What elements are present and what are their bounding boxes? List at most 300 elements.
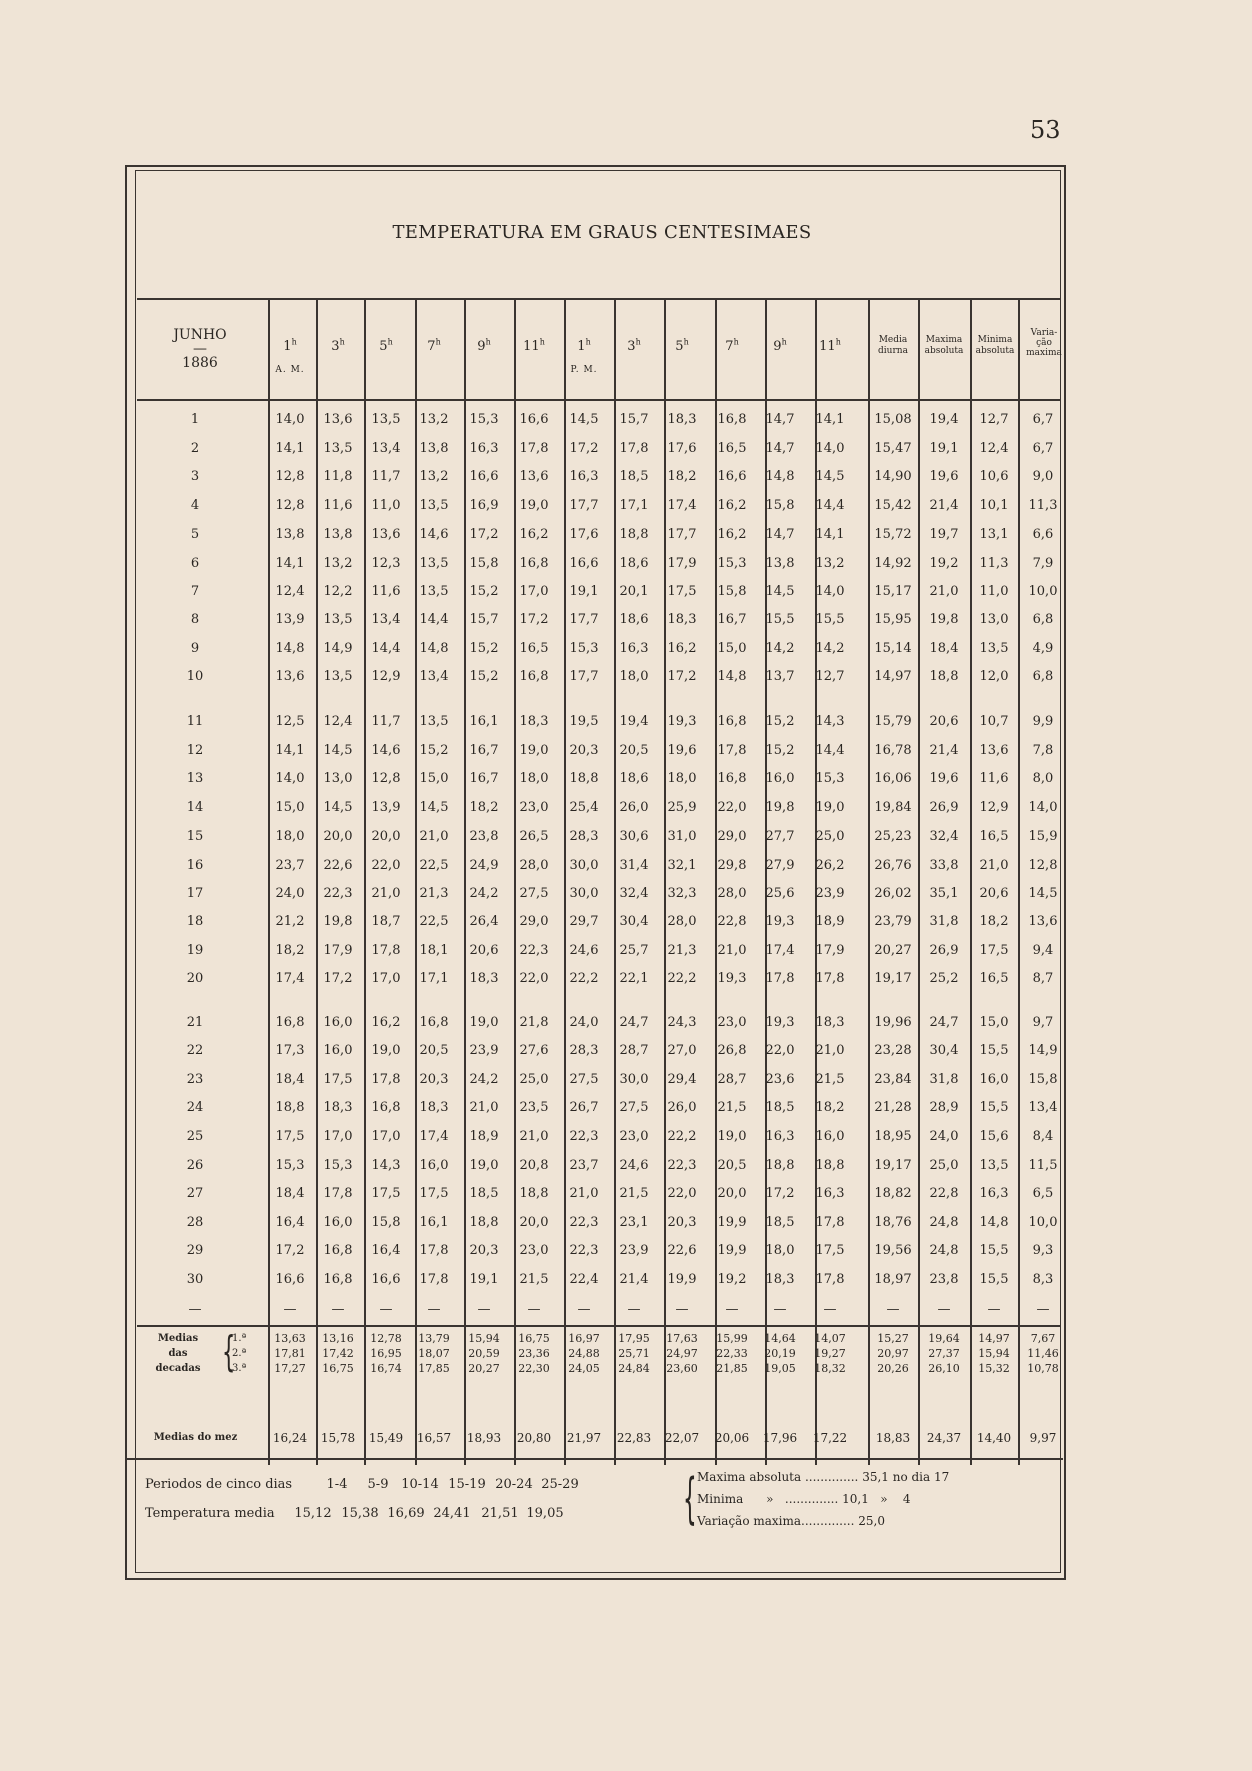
table-cell: 6,6 bbox=[1032, 527, 1054, 542]
day-number: 14 bbox=[186, 800, 204, 815]
table-cell: 11,5 bbox=[1028, 1158, 1058, 1173]
table-cell: 22,3 bbox=[569, 1215, 599, 1230]
table-cell: 13,4 bbox=[419, 669, 449, 684]
table-cell: 17,8 bbox=[815, 1215, 845, 1230]
table-cell: 17,5 bbox=[979, 943, 1009, 958]
decade-cell: 16,74 bbox=[370, 1362, 402, 1375]
header-media-diurna: Media diurna bbox=[878, 335, 908, 356]
table-cell: 15,3 bbox=[815, 771, 845, 786]
table-cell: 13,5 bbox=[419, 498, 449, 513]
table-cell: 17,7 bbox=[569, 612, 599, 627]
table-cell: 12,4 bbox=[979, 441, 1009, 456]
table-cell: 17,0 bbox=[323, 1129, 353, 1144]
table-cell: 14,7 bbox=[765, 527, 795, 542]
table-cell: 23,9 bbox=[469, 1043, 499, 1058]
table-cell: 9,4 bbox=[1032, 943, 1054, 958]
table-cell: 12,8 bbox=[1028, 858, 1058, 873]
table-cell: 13,5 bbox=[323, 441, 353, 456]
table-cell: 25,7 bbox=[619, 943, 649, 958]
table-cell: 18,8 bbox=[929, 669, 959, 684]
table-cell: 12,7 bbox=[979, 412, 1009, 427]
table-cell: 15,3 bbox=[275, 1158, 305, 1173]
table-cell: 19,9 bbox=[717, 1243, 747, 1258]
period: 25-29 bbox=[541, 1477, 579, 1492]
table-cell: 13,2 bbox=[419, 469, 449, 484]
table-cell: 12,2 bbox=[323, 584, 353, 599]
table-cell: 30,0 bbox=[569, 858, 599, 873]
temp-media-label: Temperatura media bbox=[145, 1506, 275, 1521]
table-cell: 12,0 bbox=[979, 669, 1009, 684]
table-cell: 23,0 bbox=[519, 1243, 549, 1258]
table-cell: 20,3 bbox=[667, 1215, 697, 1230]
table-cell: 18,3 bbox=[323, 1100, 353, 1115]
table-cell: 19,1 bbox=[469, 1272, 499, 1287]
table-cell: 14,2 bbox=[765, 641, 795, 656]
table-cell: 12,5 bbox=[275, 714, 305, 729]
decade-cell: 23,36 bbox=[518, 1347, 550, 1360]
table-cell: 19,0 bbox=[717, 1129, 747, 1144]
dash: — bbox=[1036, 1302, 1050, 1317]
table-cell: 31,8 bbox=[929, 914, 959, 929]
decade-cell: 13,79 bbox=[418, 1332, 450, 1345]
table-cell: 23,0 bbox=[619, 1129, 649, 1144]
table-cell: 13,5 bbox=[323, 612, 353, 627]
table-cell: 24,2 bbox=[469, 886, 499, 901]
table-cell: 28,0 bbox=[717, 886, 747, 901]
table-cell: 20,27 bbox=[874, 943, 912, 958]
table-cell: 21,0 bbox=[469, 1100, 499, 1115]
table-cell: 16,7 bbox=[469, 743, 499, 758]
table-cell: 14,1 bbox=[275, 743, 305, 758]
decade-cell: 20,27 bbox=[468, 1362, 500, 1375]
period: 10-14 bbox=[401, 1477, 439, 1492]
table-cell: 26,0 bbox=[667, 1100, 697, 1115]
table-cell: 16,06 bbox=[874, 771, 912, 786]
table-cell: 18,8 bbox=[815, 1158, 845, 1173]
table-cell: 15,2 bbox=[765, 714, 795, 729]
table-cell: 16,0 bbox=[765, 771, 795, 786]
table-cell: 20,0 bbox=[519, 1215, 549, 1230]
table-cell: 15,5 bbox=[979, 1243, 1009, 1258]
table-cell: 24,7 bbox=[929, 1015, 959, 1030]
table-cell: 19,6 bbox=[929, 469, 959, 484]
table-cell: 18,0 bbox=[765, 1243, 795, 1258]
table-cell: 13,0 bbox=[979, 612, 1009, 627]
table-cell: 14,6 bbox=[419, 527, 449, 542]
table-cell: 17,8 bbox=[815, 1272, 845, 1287]
table-cell: 14,7 bbox=[765, 412, 795, 427]
table-cell: 19,0 bbox=[469, 1158, 499, 1173]
table-cell: 15,0 bbox=[275, 800, 305, 815]
table-cell: 18,8 bbox=[619, 527, 649, 542]
table-cell: 26,9 bbox=[929, 943, 959, 958]
table-cell: 16,3 bbox=[619, 641, 649, 656]
table-cell: 26,02 bbox=[874, 886, 912, 901]
table-cell: 22,0 bbox=[717, 800, 747, 815]
day-number: 11 bbox=[186, 714, 204, 729]
table-cell: 14,1 bbox=[815, 412, 845, 427]
table-cell: 16,6 bbox=[275, 1272, 305, 1287]
table-cell: 14,8 bbox=[275, 641, 305, 656]
table-cell: 30,4 bbox=[619, 914, 649, 929]
table-cell: 33,8 bbox=[929, 858, 959, 873]
table-cell: 21,5 bbox=[717, 1100, 747, 1115]
table-cell: 22,2 bbox=[569, 971, 599, 986]
table-cell: 18,3 bbox=[419, 1100, 449, 1115]
table-cell: 19,0 bbox=[469, 1015, 499, 1030]
table-cell: 19,1 bbox=[929, 441, 959, 456]
table-cell: 26,8 bbox=[717, 1043, 747, 1058]
table-cell: 15,95 bbox=[874, 612, 912, 627]
table-cell: 17,0 bbox=[519, 584, 549, 599]
table-cell: 16,8 bbox=[519, 556, 549, 571]
table-cell: 17,5 bbox=[323, 1072, 353, 1087]
table-cell: 31,4 bbox=[619, 858, 649, 873]
table-cell: 28,0 bbox=[519, 858, 549, 873]
table-cell: 7,9 bbox=[1032, 556, 1054, 571]
decade-cell: 14,97 bbox=[978, 1332, 1010, 1345]
table-cell: 21,0 bbox=[979, 858, 1009, 873]
table-cell: 25,6 bbox=[765, 886, 795, 901]
table-cell: 16,0 bbox=[323, 1043, 353, 1058]
table-cell: 11,3 bbox=[1028, 498, 1058, 513]
table-cell: 22,3 bbox=[569, 1129, 599, 1144]
table-cell: 18,0 bbox=[519, 771, 549, 786]
table-cell: 22,4 bbox=[569, 1272, 599, 1287]
month-mean-cell: 14,40 bbox=[976, 1431, 1012, 1445]
header-pm: P. M. bbox=[570, 365, 598, 375]
decade-cell: 14,07 bbox=[814, 1332, 846, 1345]
table-cell: 14,4 bbox=[371, 641, 401, 656]
dash: — bbox=[379, 1302, 393, 1317]
dash: — bbox=[987, 1302, 1001, 1317]
table-cell: 19,8 bbox=[323, 914, 353, 929]
table-cell: 18,5 bbox=[765, 1100, 795, 1115]
table-cell: 17,2 bbox=[519, 612, 549, 627]
table-cell: 18,9 bbox=[815, 914, 845, 929]
table-cell: 24,0 bbox=[275, 886, 305, 901]
table-cell: 16,8 bbox=[275, 1015, 305, 1030]
table-cell: 14,0 bbox=[815, 584, 845, 599]
table-cell: 25,0 bbox=[929, 1158, 959, 1173]
table-cell: 17,5 bbox=[371, 1186, 401, 1201]
periods-label: Periodos de cinco dias bbox=[145, 1477, 293, 1492]
table-cell: 14,1 bbox=[275, 556, 305, 571]
decade-cell: 18,32 bbox=[814, 1362, 846, 1375]
table-cell: 17,2 bbox=[765, 1186, 795, 1201]
table-cell: 9,7 bbox=[1032, 1015, 1054, 1030]
table-cell: 31,8 bbox=[929, 1072, 959, 1087]
table-cell: 18,5 bbox=[765, 1215, 795, 1230]
table-cell: 19,8 bbox=[929, 612, 959, 627]
table-cell: 23,8 bbox=[469, 829, 499, 844]
table-cell: 16,6 bbox=[371, 1272, 401, 1287]
table-cell: 24,0 bbox=[929, 1129, 959, 1144]
table-cell: 22,0 bbox=[371, 858, 401, 873]
table-cell: 18,2 bbox=[815, 1100, 845, 1115]
header-dash: — bbox=[193, 341, 207, 357]
day-number: 18 bbox=[186, 914, 204, 929]
table-cell: 15,2 bbox=[469, 669, 499, 684]
table-cell: 13,7 bbox=[765, 669, 795, 684]
month-mean-cell: 22,83 bbox=[616, 1431, 652, 1445]
table-cell: 17,5 bbox=[419, 1186, 449, 1201]
table-cell: 18,82 bbox=[874, 1186, 912, 1201]
table-cell: 16,0 bbox=[419, 1158, 449, 1173]
table-cell: 22,0 bbox=[519, 971, 549, 986]
decade-cell: 15,32 bbox=[978, 1362, 1010, 1375]
month-mean-cell: 20,80 bbox=[516, 1431, 552, 1445]
decade-cell: 19,27 bbox=[814, 1347, 846, 1360]
table-cell: 4,9 bbox=[1032, 641, 1054, 656]
table-cell: 16,3 bbox=[569, 469, 599, 484]
dash: — bbox=[283, 1302, 297, 1317]
table-cell: 20,1 bbox=[619, 584, 649, 599]
table-cell: 16,2 bbox=[519, 527, 549, 542]
table-cell: 14,9 bbox=[1028, 1043, 1058, 1058]
table-cell: 15,72 bbox=[874, 527, 912, 542]
table-cell: 16,8 bbox=[717, 771, 747, 786]
table-cell: 16,6 bbox=[519, 412, 549, 427]
table-cell: 14,5 bbox=[323, 800, 353, 815]
table-cell: 19,2 bbox=[929, 556, 959, 571]
decade-cell: 17,63 bbox=[666, 1332, 698, 1345]
table-cell: 17,6 bbox=[569, 527, 599, 542]
table-cell: 23,6 bbox=[765, 1072, 795, 1087]
table-cell: 16,8 bbox=[717, 714, 747, 729]
table-cell: 23,7 bbox=[275, 858, 305, 873]
table-cell: 13,9 bbox=[275, 612, 305, 627]
day-number: 7 bbox=[190, 584, 200, 599]
table-cell: 30,6 bbox=[619, 829, 649, 844]
table-cell: 19,3 bbox=[667, 714, 697, 729]
table-cell: 20,0 bbox=[323, 829, 353, 844]
decade-cell: 20,26 bbox=[877, 1362, 909, 1375]
header-hour: 1$^h$ bbox=[283, 337, 297, 354]
table-cell: 17,8 bbox=[371, 943, 401, 958]
table-cell: 26,4 bbox=[469, 914, 499, 929]
table-cell: 12,8 bbox=[275, 469, 305, 484]
decade-cell: 16,75 bbox=[322, 1362, 354, 1375]
period-temp: 16,69 bbox=[387, 1506, 425, 1521]
table-cell: 27,5 bbox=[569, 1072, 599, 1087]
dash: — bbox=[427, 1302, 441, 1317]
table-cell: 21,2 bbox=[275, 914, 305, 929]
table-cell: 6,7 bbox=[1032, 441, 1054, 456]
table-cell: 28,3 bbox=[569, 1043, 599, 1058]
table-cell: 18,8 bbox=[469, 1215, 499, 1230]
table-cell: 19,0 bbox=[519, 743, 549, 758]
table-cell: 9,9 bbox=[1032, 714, 1054, 729]
table-cell: 15,9 bbox=[1028, 829, 1058, 844]
table-cell: 17,5 bbox=[667, 584, 697, 599]
table-cell: 16,8 bbox=[717, 412, 747, 427]
footer-variacao-maxima: Variação maxima.............. 25,0 bbox=[697, 1514, 885, 1528]
day-number: 2 bbox=[190, 441, 200, 456]
table-cell: 13,8 bbox=[765, 556, 795, 571]
table-cell: 29,4 bbox=[667, 1072, 697, 1087]
table-cell: 12,7 bbox=[815, 669, 845, 684]
table-cell: 18,6 bbox=[619, 612, 649, 627]
header-maxima-absoluta: Maxima absoluta bbox=[924, 335, 964, 356]
table-cell: 16,8 bbox=[371, 1100, 401, 1115]
table-cell: 28,7 bbox=[619, 1043, 649, 1058]
table-cell: 16,7 bbox=[717, 612, 747, 627]
table-cell: 14,5 bbox=[1028, 886, 1058, 901]
dash: — bbox=[773, 1302, 787, 1317]
table-cell: 17,0 bbox=[371, 1129, 401, 1144]
table-cell: 20,6 bbox=[979, 886, 1009, 901]
table-cell: 17,8 bbox=[419, 1243, 449, 1258]
table-cell: 26,2 bbox=[815, 858, 845, 873]
table-cell: 20,3 bbox=[569, 743, 599, 758]
table-cell: 21,5 bbox=[519, 1272, 549, 1287]
table-cell: 14,3 bbox=[371, 1158, 401, 1173]
dash: — bbox=[577, 1302, 591, 1317]
header-month-year bbox=[150, 326, 250, 372]
table-cell: 16,2 bbox=[717, 498, 747, 513]
table-cell: 23,0 bbox=[717, 1015, 747, 1030]
table-cell: 14,5 bbox=[419, 800, 449, 815]
day-number: 3 bbox=[190, 469, 200, 484]
period-temp: 15,12 bbox=[294, 1506, 332, 1521]
table-cell: 24,6 bbox=[619, 1158, 649, 1173]
table-cell: 14,0 bbox=[1028, 800, 1058, 815]
table-cell: 17,0 bbox=[371, 971, 401, 986]
day-number: 8 bbox=[190, 612, 200, 627]
table-cell: 20,8 bbox=[519, 1158, 549, 1173]
dash: — bbox=[886, 1302, 900, 1317]
header-hour: 9$^h$ bbox=[773, 337, 787, 354]
table-cell: 9,0 bbox=[1032, 469, 1054, 484]
table-cell: 18,8 bbox=[569, 771, 599, 786]
table-cell: 25,0 bbox=[519, 1072, 549, 1087]
header-hour: 7$^h$ bbox=[725, 337, 739, 354]
table-cell: 14,3 bbox=[815, 714, 845, 729]
table-cell: 17,9 bbox=[323, 943, 353, 958]
header-hour: 9$^h$ bbox=[477, 337, 491, 354]
table-cell: 16,8 bbox=[323, 1243, 353, 1258]
table-cell: 13,4 bbox=[1028, 1100, 1058, 1115]
table-cell: 6,8 bbox=[1032, 612, 1054, 627]
table-cell: 13,2 bbox=[815, 556, 845, 571]
table-cell: 18,2 bbox=[979, 914, 1009, 929]
dash: — bbox=[675, 1302, 689, 1317]
table-cell: 16,5 bbox=[717, 441, 747, 456]
table-cell: 17,9 bbox=[815, 943, 845, 958]
table-cell: 18,0 bbox=[667, 771, 697, 786]
table-cell: 13,1 bbox=[979, 527, 1009, 542]
decade-cell: 15,94 bbox=[468, 1332, 500, 1345]
table-cell: 22,3 bbox=[323, 886, 353, 901]
period: 15-19 bbox=[448, 1477, 486, 1492]
table-cell: 21,4 bbox=[929, 498, 959, 513]
footer-minima: Minima » .............. 10,1 » 4 bbox=[697, 1492, 911, 1506]
table-cell: 22,3 bbox=[667, 1158, 697, 1173]
decade-cell: 20,59 bbox=[468, 1347, 500, 1360]
table-cell: 23,28 bbox=[874, 1043, 912, 1058]
table-cell: 17,2 bbox=[275, 1243, 305, 1258]
rule-under-header bbox=[137, 399, 1061, 401]
month-mean-cell: 17,96 bbox=[762, 1431, 798, 1445]
table-cell: 15,8 bbox=[1028, 1072, 1058, 1087]
month-mean-cell: 18,83 bbox=[875, 1431, 911, 1445]
table-cell: 19,1 bbox=[569, 584, 599, 599]
table-cell: 24,2 bbox=[469, 1072, 499, 1087]
table-cell: 29,0 bbox=[717, 829, 747, 844]
table-cell: 15,6 bbox=[979, 1129, 1009, 1144]
table-cell: 16,3 bbox=[469, 441, 499, 456]
table-cell: 20,0 bbox=[717, 1186, 747, 1201]
table-cell: 19,4 bbox=[619, 714, 649, 729]
table-cell: 14,2 bbox=[815, 641, 845, 656]
table-cell: 11,0 bbox=[979, 584, 1009, 599]
table-cell: 19,5 bbox=[569, 714, 599, 729]
table-cell: 19,0 bbox=[815, 800, 845, 815]
table-cell: 27,0 bbox=[667, 1043, 697, 1058]
table-cell: 19,17 bbox=[874, 971, 912, 986]
table-cell: 18,5 bbox=[619, 469, 649, 484]
header-year: 1886 bbox=[182, 355, 218, 371]
table-cell: 15,3 bbox=[323, 1158, 353, 1173]
table-cell: 32,4 bbox=[619, 886, 649, 901]
table-cell: 30,4 bbox=[929, 1043, 959, 1058]
decade-cell: 24,88 bbox=[568, 1347, 600, 1360]
table-cell: 8,0 bbox=[1032, 771, 1054, 786]
table-cell: 21,0 bbox=[519, 1129, 549, 1144]
dash: — bbox=[527, 1302, 541, 1317]
table-cell: 19,8 bbox=[765, 800, 795, 815]
table-cell: 21,0 bbox=[371, 886, 401, 901]
table-cell: 21,0 bbox=[569, 1186, 599, 1201]
table-cell: 14,4 bbox=[419, 612, 449, 627]
table-cell: 22,2 bbox=[667, 1129, 697, 1144]
table-cell: 13,4 bbox=[371, 612, 401, 627]
table-cell: 28,3 bbox=[569, 829, 599, 844]
table-cell: 12,3 bbox=[371, 556, 401, 571]
day-number: 9 bbox=[190, 641, 200, 656]
table-cell: 24,8 bbox=[929, 1215, 959, 1230]
day-number: 6 bbox=[190, 556, 200, 571]
dash: — bbox=[627, 1302, 641, 1317]
table-cell: 7,8 bbox=[1032, 743, 1054, 758]
table-cell: 21,4 bbox=[929, 743, 959, 758]
table-cell: 15,08 bbox=[874, 412, 912, 427]
table-cell: 17,5 bbox=[815, 1243, 845, 1258]
decade-numbers: 1.ª 2.ª 3.ª bbox=[232, 1333, 247, 1374]
table-cell: 22,5 bbox=[419, 914, 449, 929]
table-cell: 19,3 bbox=[717, 971, 747, 986]
table-cell: 17,3 bbox=[275, 1043, 305, 1058]
decade-cell: 13,63 bbox=[274, 1332, 306, 1345]
table-cell: 13,6 bbox=[371, 527, 401, 542]
table-cell: 11,8 bbox=[323, 469, 353, 484]
table-cell: 29,7 bbox=[569, 914, 599, 929]
dash: — bbox=[937, 1302, 951, 1317]
table-cell: 26,0 bbox=[619, 800, 649, 815]
table-cell: 13,5 bbox=[419, 584, 449, 599]
table-cell: 14,0 bbox=[275, 412, 305, 427]
table-cell: 17,8 bbox=[815, 971, 845, 986]
table-cell: 27,6 bbox=[519, 1043, 549, 1058]
month-mean-cell: 15,78 bbox=[320, 1431, 356, 1445]
table-cell: 15,3 bbox=[469, 412, 499, 427]
table-cell: 14,1 bbox=[815, 527, 845, 542]
header-minima-absoluta: Minima absoluta bbox=[975, 335, 1015, 356]
table-cell: 32,1 bbox=[667, 858, 697, 873]
header-month: JUNHO bbox=[173, 327, 227, 343]
table-cell: 17,4 bbox=[765, 943, 795, 958]
